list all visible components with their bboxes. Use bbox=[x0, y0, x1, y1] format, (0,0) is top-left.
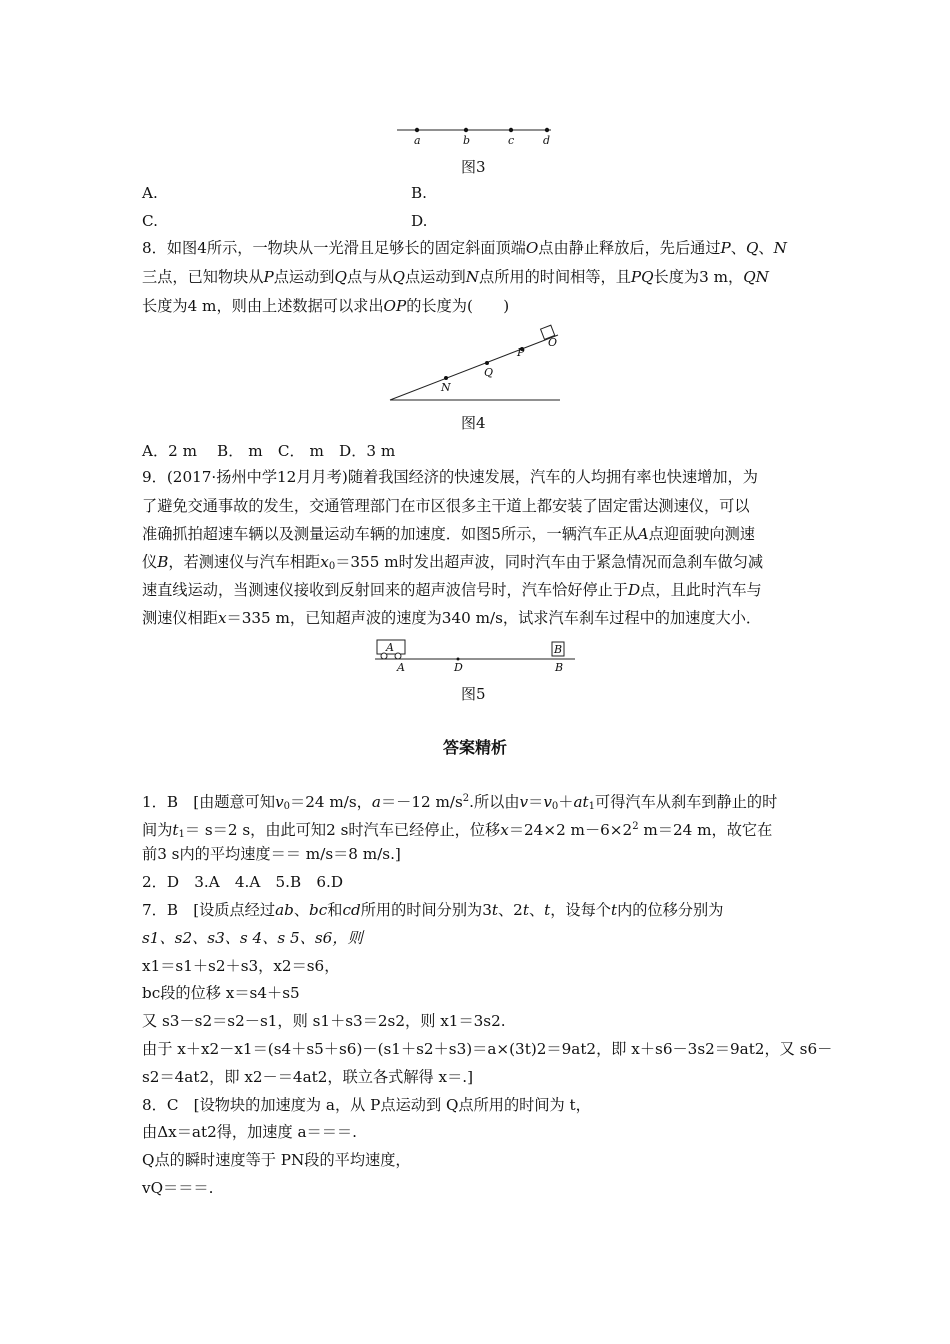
fig4-caption: 图4 bbox=[461, 414, 486, 432]
figure-5 bbox=[375, 638, 580, 676]
fig3-label-d: d bbox=[543, 134, 551, 147]
ans1-line-2: 间为$t_1= s=2$ s，由此可知2 s时汽车已经停止，位移x＝24×2 $m-6\times 2^2$ m＝24 m，故它在 bbox=[142, 821, 773, 840]
fig5-car-wheel-2 bbox=[395, 653, 401, 659]
fig3-label-b: b bbox=[463, 134, 471, 147]
fig5-label-d: D bbox=[454, 661, 463, 674]
fig4-incline bbox=[390, 335, 558, 400]
q9-line-4: 仪B，若测速仪与汽车相距$x_0=355$ m时发出超声波，同时汽车由于紧急情况而急刹车做匀减 bbox=[142, 553, 764, 572]
q9-line-6: 测速仪相距x＝335 m，已知超声波的速度为340 m/s，试求汽车刹车过程中的加速度大小． bbox=[142, 609, 762, 627]
fig5-radar-label: B bbox=[554, 643, 563, 656]
ans7-line-3: x1＝s1＋s2＋s3，x2＝s6， bbox=[142, 957, 340, 975]
q7-option-a: A. bbox=[142, 184, 158, 202]
figure-3 bbox=[395, 122, 555, 152]
ans7-line-1: 7．B [设质点经过ab、bc和cd所用的时间分别为3t、2t、t，设每个t内的位移分别为 bbox=[142, 901, 724, 919]
fig4-point-q bbox=[485, 361, 489, 365]
ans7-line-5: 又 s3－s2＝s2－s1，则 s1＋s3＝2s2，则 x1＝3s2. bbox=[142, 1012, 506, 1030]
fig4-label-n: N bbox=[441, 381, 451, 394]
fig4-label-q: Q bbox=[484, 366, 494, 379]
fig5-label-b: B bbox=[555, 661, 564, 674]
q9-line-3: 准确抓拍超速车辆以及测量运动车辆的加速度．如图5所示，一辆汽车正从A点迎面驶向测速 bbox=[142, 525, 755, 543]
q8-line-2: 三点，已知物块从P点运动到Q点与从Q点运动到N点所用的时间相等，且PQ长度为3 m，QN bbox=[142, 268, 769, 286]
q9-line-5: 速直线运动，当测速仪接收到反射回来的超声波信号时，汽车恰好停止于D点，且此时汽车与 bbox=[142, 581, 762, 599]
ans7-line-4: bc段的位移 x＝s4＋s5 bbox=[142, 984, 300, 1002]
ans2-6: 2．D 3.A 4.A 5.B 6.D bbox=[142, 873, 344, 891]
q8-options: A．2 m B． m C． m D．3 m bbox=[142, 442, 396, 460]
fig3-point-b bbox=[464, 128, 468, 132]
q9-line-1: 9．(2017·扬州中学12月月考)随着我国经济的快速发展，汽车的人均拥有率也快速增加，为 bbox=[142, 468, 758, 486]
ans8-line-1: 8．C [设物块的加速度为 a，从 P点运动到 Q点所用的时间为 t， bbox=[142, 1096, 591, 1114]
ans7-line-6: 由于 x＋x2－x1＝(s4＋s5＋s6)－(s1＋s2＋s3)＝a×(3t)2＝9at2，即 x＋s6－3s2＝9at2，又 s6－ bbox=[142, 1040, 833, 1058]
ans7-line-2: s1、s2、s3、s 4、s 5、s6，则 bbox=[142, 929, 363, 947]
fig5-caption: 图5 bbox=[461, 685, 486, 703]
ans8-line-4: vQ＝＝＝. bbox=[142, 1179, 214, 1197]
ans7-line-7: s2＝4at2，即 x2－＝4at2，联立各式解得 x＝.] bbox=[142, 1068, 474, 1086]
fig3-point-c bbox=[509, 128, 513, 132]
figure-4 bbox=[388, 322, 568, 407]
q7-option-c: C. bbox=[142, 212, 158, 230]
q8-line-3: 长度为4 m，则由上述数据可以求出OP的长度为( ) bbox=[142, 297, 510, 315]
fig4-point-n bbox=[444, 376, 448, 380]
q8-line-1: 8．如图4所示，一物块从一光滑且足够长的固定斜面顶端O点由静止释放后，先后通过P、Q、N bbox=[142, 239, 787, 257]
ans8-line-3: Q点的瞬时速度等于 PN段的平均速度， bbox=[142, 1151, 411, 1169]
fig3-label-c: c bbox=[508, 134, 515, 147]
fig5-label-a: A bbox=[397, 661, 405, 674]
q7-option-d: D. bbox=[411, 212, 428, 230]
answers-title: 答案精析 bbox=[442, 738, 507, 757]
ans8-line-2: 由Δx＝at2得，加速度 a＝＝＝. bbox=[142, 1123, 357, 1141]
ans1-line-1: 1．B [由题意可知$v_0=24$ m/s，a＝－12 $m/s^2$.所以由$v=v_0+at_1$可得汽车从刹车到静止的时 bbox=[142, 793, 778, 812]
fig4-label-o: O bbox=[548, 336, 558, 349]
fig3-point-a bbox=[415, 128, 419, 132]
fig3-point-d bbox=[545, 128, 549, 132]
fig4-label-p: P bbox=[517, 346, 525, 359]
fig3-label-a: a bbox=[414, 134, 421, 147]
fig5-car-label: A bbox=[386, 641, 394, 654]
fig3-caption: 图3 bbox=[461, 158, 486, 176]
q9-line-2: 了避免交通事故的发生，交通管理部门在市区很多主干道上都安装了固定雷达测速仪，可以 bbox=[142, 497, 750, 515]
q7-option-b: B. bbox=[411, 184, 427, 202]
ans1-line-3: 前3 s内的平均速度＝＝ m/s＝8 m/s.] bbox=[142, 845, 401, 863]
